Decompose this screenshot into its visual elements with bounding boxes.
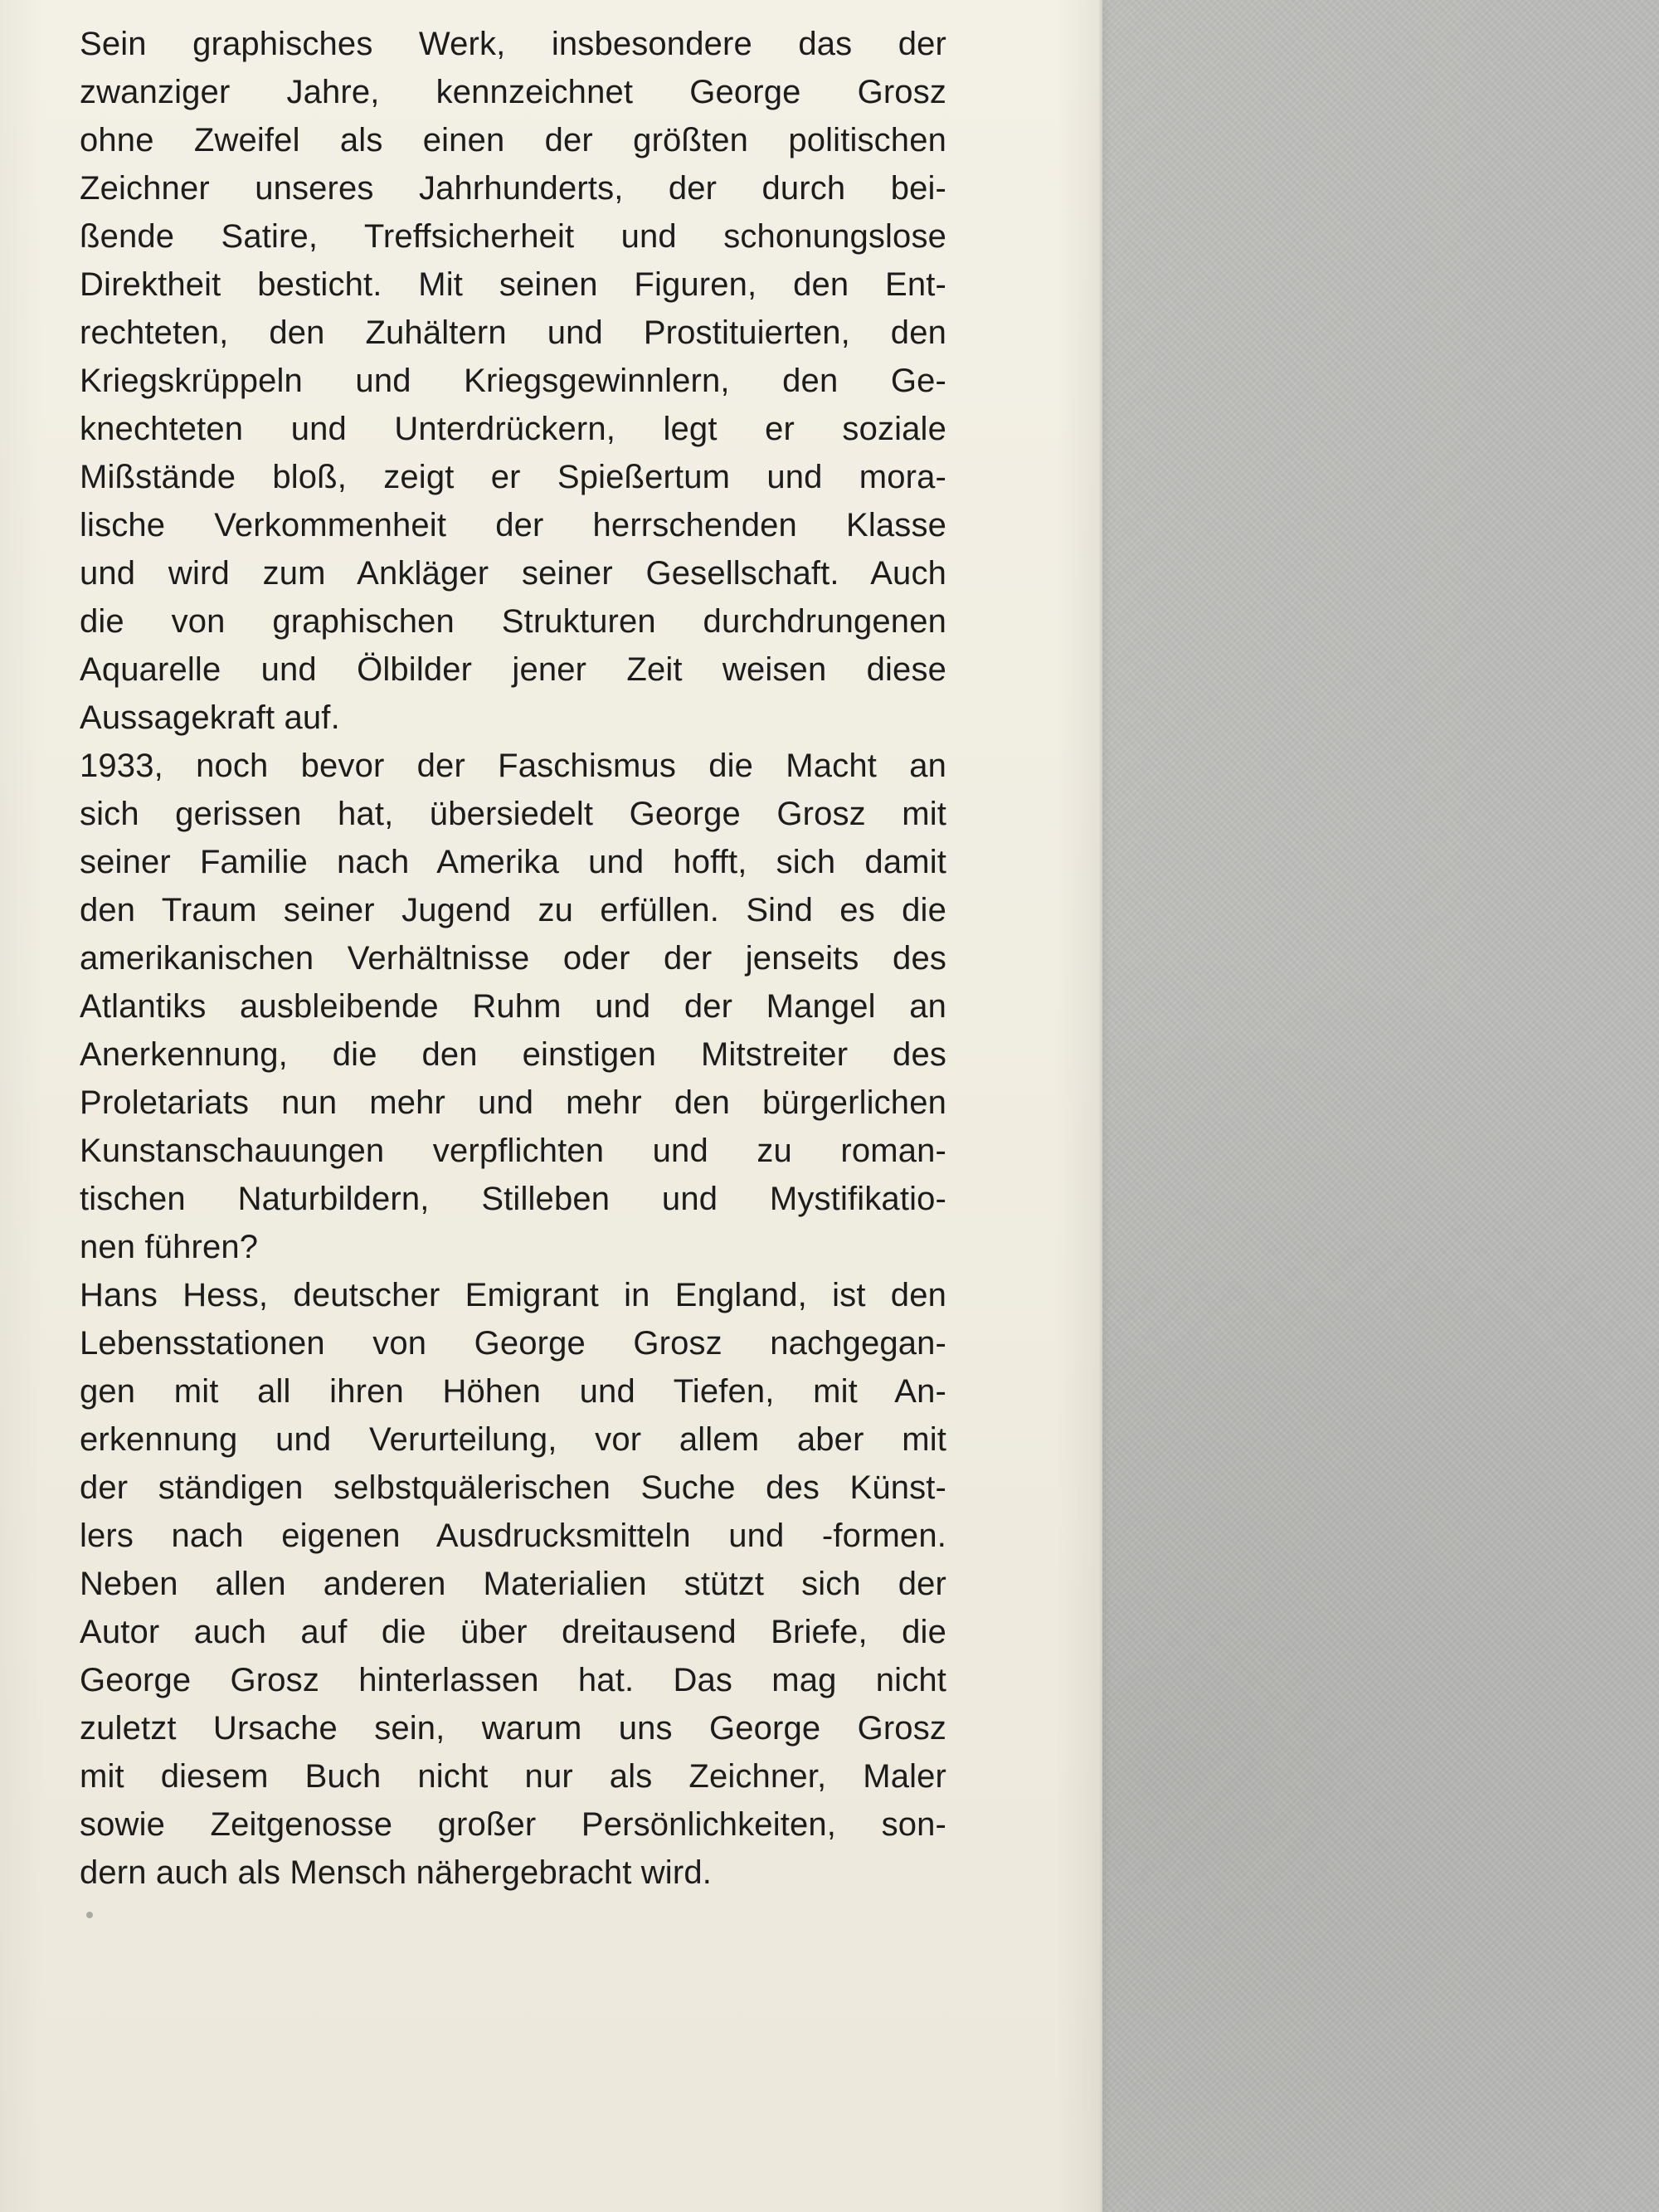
text-line: Atlantiks ausbleibende Ruhm und der Mangel an: [80, 988, 946, 1025]
text-line: Lebensstationen von George Grosz nachgegan-: [80, 1325, 946, 1362]
text-line: ohne Zweifel als einen der größten politischen: [80, 122, 946, 158]
text-line: Zeichner unseres Jahrhunderts, der durch bei-: [80, 170, 946, 207]
text-line: nen führen?: [80, 1229, 259, 1265]
text-line: Sein graphisches Werk, insbesondere das der: [80, 26, 946, 62]
text-line: amerikanischen Verhältnisse oder der jenseits des: [80, 940, 946, 977]
text-line: Direktheit besticht. Mit seinen Figuren, den Ent-: [80, 266, 946, 303]
text-line: Anerkennung, die den einstigen Mitstreiter des: [80, 1036, 946, 1073]
text-line: lers nach eigenen Ausdrucksmitteln und -formen.: [80, 1518, 946, 1554]
text-line: die von graphischen Strukturen durchdrungenen: [80, 603, 946, 640]
text-line: seiner Familie nach Amerika und hofft, sich damit: [80, 844, 946, 880]
text-line: knechteten und Unterdrückern, legt er soziale: [80, 411, 946, 447]
text-line: gen mit all ihren Höhen und Tiefen, mit An-: [80, 1373, 946, 1410]
text-line: tischen Naturbildern, Stilleben und Mystifikatio-: [80, 1181, 946, 1217]
paper-speck: [85, 1911, 94, 1919]
text-line: zuletzt Ursache sein, warum uns George Grosz: [80, 1710, 946, 1747]
text-line: Mißstände bloß, zeigt er Spießertum und mora-: [80, 459, 946, 495]
text-line: Aussagekraft auf.: [80, 699, 340, 736]
text-line: Hans Hess, deutscher Emigrant in England, ist den: [80, 1277, 946, 1313]
text-line: den Traum seiner Jugend zu erfüllen. Sind es die: [80, 892, 946, 928]
text-line: rechteten, den Zuhältern und Prostituierten, den: [80, 314, 946, 351]
text-line: mit diesem Buch nicht nur als Zeichner, Maler: [80, 1758, 946, 1795]
text-line: ßende Satire, Treffsicherheit und schonungslose: [80, 218, 946, 255]
text-line: und wird zum Ankläger seiner Gesellschaft. Auch: [80, 555, 946, 592]
text-line: sowie Zeitgenosse großer Persönlichkeiten, son-: [80, 1806, 946, 1843]
text-line: 1933, noch bevor der Faschismus die Macht an: [80, 748, 946, 784]
text-line: Proletariats nun mehr und mehr den bürgerlichen: [80, 1084, 946, 1121]
text-line: Aquarelle und Ölbilder jener Zeit weisen diese: [80, 651, 946, 688]
text-line: lische Verkommenheit der herrschenden Klasse: [80, 507, 946, 543]
text-line: Kunstanschauungen verpflichten und zu roman-: [80, 1133, 946, 1169]
text-line: der ständigen selbstquälerischen Suche des Künst-: [80, 1469, 946, 1506]
text-line: sich gerissen hat, übersiedelt George Grosz mit: [80, 796, 946, 832]
back-cover-text: [80, 20, 946, 1897]
text-line: dern auch als Mensch nähergebracht wird.: [80, 1854, 712, 1891]
text-line: Autor auch auf die über dreitausend Briefe, die: [80, 1614, 946, 1650]
page-edge: [1099, 0, 1102, 2212]
text-line: Kriegskrüppeln und Kriegsgewinnlern, den Ge-: [80, 363, 946, 399]
text-line: zwanziger Jahre, kennzeichnet George Grosz: [80, 74, 946, 110]
text-line: George Grosz hinterlassen hat. Das mag nicht: [80, 1662, 946, 1698]
text-line: erkennung und Verurteilung, vor allem aber mit: [80, 1421, 946, 1458]
text-line: Neben allen anderen Materialien stützt sich der: [80, 1566, 946, 1602]
